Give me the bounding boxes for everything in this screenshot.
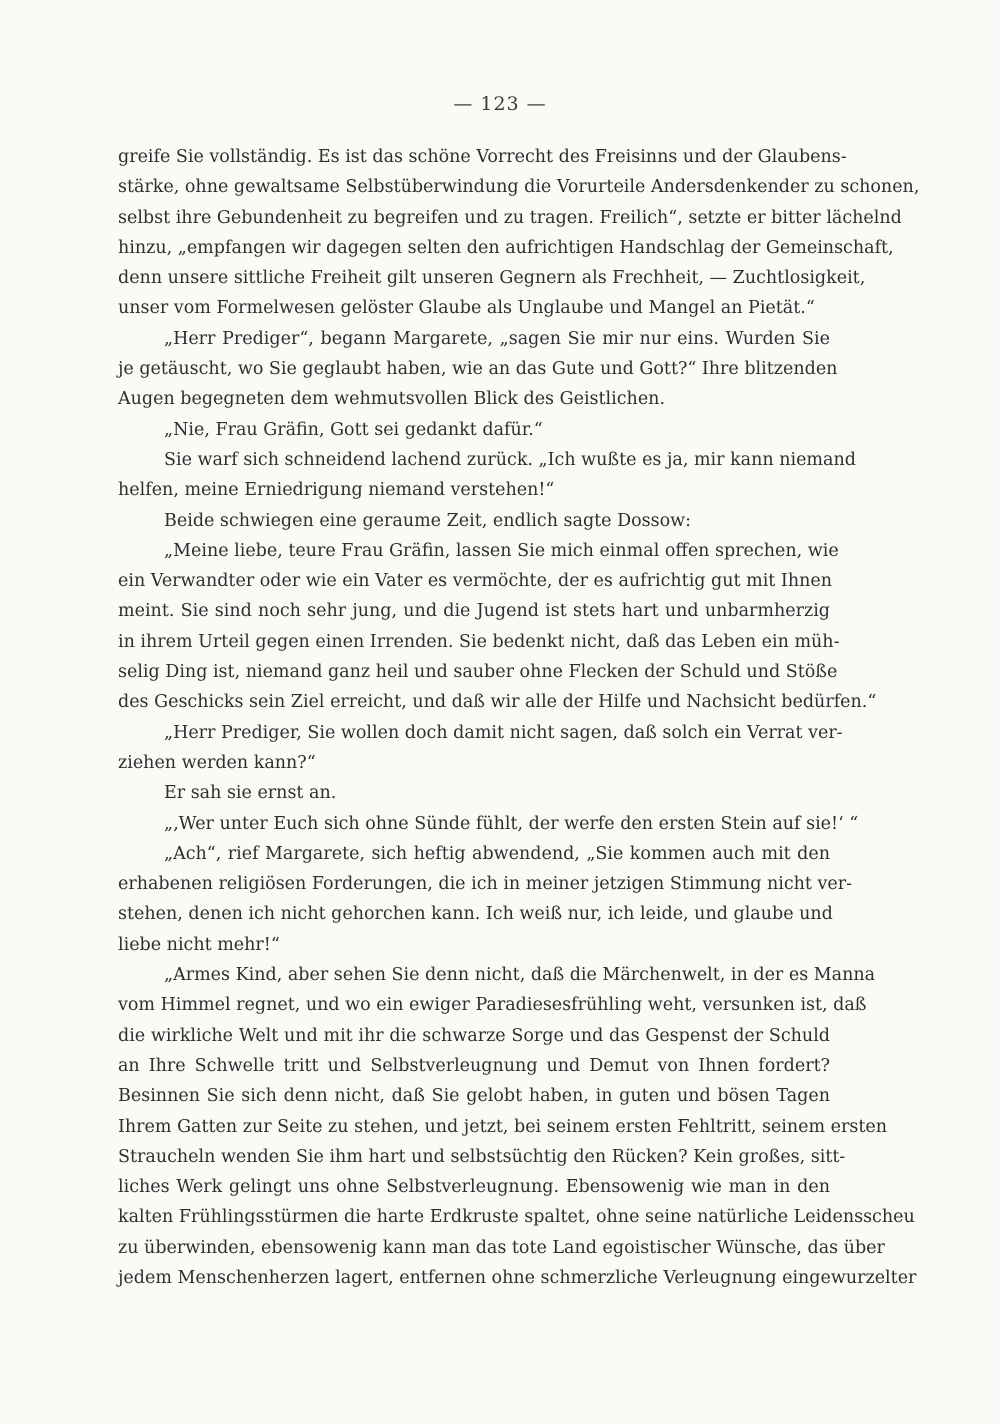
text-line: Ihrem Gatten zur Seite zu stehen, und jetzt, bei seinem ersten Fehltritt, seinem ersten [118,1116,888,1137]
text-line: Besinnen Sie sich denn nicht, daß Sie gelobt haben, in guten und bösen Tagen [118,1086,830,1107]
text-line: liches Werk gelingt uns ohne Selbstverleugnung. Ebensowenig wie man in den [118,1177,830,1198]
text-line: „Nie, Frau Gräfin, Gott sei gedankt dafür.“ [164,419,543,440]
text-line: hinzu, „empfangen wir dagegen selten den aufrichtigen Handschlag der Gemeinschaft, [118,237,894,258]
text-line: ein Verwandter oder wie ein Vater es vermöchte, der es aufrichtig gut mit Ihnen [118,571,832,592]
text-line: „Armes Kind, aber sehen Sie denn nicht, daß die Märchenwelt, in der es Manna [164,965,876,986]
text-line: unser vom Formelwesen gelöster Glaube als Unglaube und Mangel an Pietät.“ [118,298,815,319]
text-line: denn unsere sittliche Freiheit gilt unseren Gegnern als Frechheit, — Zuchtlosigkeit, [118,268,866,289]
text-line: stärke, ohne gewaltsame Selbstüberwindung die Vorurteile Andersdenkender zu schonen, [118,177,920,198]
text-line: „Ach“, rief Margarete, sich heftig abwendend, „Sie kommen auch mit den [164,843,830,864]
text-line: greife Sie vollständig. Es ist das schöne Vorrecht des Freisinns und der Glaubens- [118,147,847,167]
text-line: zu überwinden, ebensowenig kann man das tote Land egoistischer Wünsche, das über [118,1237,885,1258]
text-line: selig Ding ist, niemand ganz heil und sauber ohne Flecken der Schuld und Stöße [118,662,838,683]
text-line: „Herr Prediger, Sie wollen doch damit nicht sagen, daß solch ein Verrat ver- [164,722,843,743]
text-line: liebe nicht mehr!“ [118,934,280,955]
text-line: an Ihre Schwelle tritt und Selbstverleugnung und Demut von Ihnen fordert? [118,1055,830,1076]
body-text [118,142,920,1293]
text-line: stehen, denen ich nicht gehorchen kann. Ich weiß nur, ich leide, und glaube und [118,904,833,925]
page-number: — 123 — [453,93,547,115]
text-line: jedem Menschenherzen lagert, entfernen ohne schmerzliche Verleugnung eingewurzelter [118,1267,917,1288]
text-line: Straucheln wenden Sie ihm hart und selbstsüchtig den Rücken? Kein großes, sitt- [118,1146,846,1167]
text-line: kalten Frühlingsstürmen die harte Erdkruste spaltet, ohne seine natürliche Leidensscheu [118,1207,915,1228]
text-line: Augen begegneten dem wehmutsvollen Blick des Geistlichen. [118,389,666,410]
text-line: vom Himmel regnet, und wo ein ewiger Paradiesesfrühling weht, versunken ist, daß [118,995,867,1016]
text-line: Beide schwiegen eine geraume Zeit, endlich sagte Dossow: [164,510,692,531]
text-line: des Geschicks sein Ziel erreicht, und daß wir alle der Hilfe und Nachsicht bedürfen.“ [118,692,877,713]
text-line: helfen, meine Erniedrigung niemand verstehen!“ [118,480,555,501]
text-line: „Meine liebe, teure Frau Gräfin, lassen Sie mich einmal offen sprechen, wie [164,540,839,561]
text-line: „‚Wer unter Euch sich ohne Sünde fühlt, der werfe den ersten Stein auf sie!‘ “ [164,813,859,834]
text-line: die wirkliche Welt und mit ihr die schwarze Sorge und das Gespenst der Schuld [118,1025,830,1046]
text-line: „Herr Prediger“, begann Margarete, „sagen Sie mir nur eins. Wurden Sie [164,328,830,349]
text-line: meint. Sie sind noch sehr jung, und die Jugend ist stets hart und unbarmherzig [118,601,830,622]
text-line: in ihrem Urteil gegen einen Irrenden. Sie bedenkt nicht, daß das Leben ein müh- [118,631,840,652]
text-line: Er sah sie ernst an. [164,783,337,804]
text-line: Sie warf sich schneidend lachend zurück. „Ich wußte es ja, mir kann niemand [164,449,856,470]
text-line: erhabenen religiösen Forderungen, die ich in meiner jetzigen Stimmung nicht ver- [118,874,853,895]
text-line: je getäuscht, wo Sie geglaubt haben, wie an das Gute und Gott?“ Ihre blitzenden [118,359,838,380]
text-line: selbst ihre Gebundenheit zu begreifen und zu tragen. Freilich“, setzte er bitter lächelnd [118,207,902,228]
text-line: ziehen werden kann?“ [118,752,316,773]
